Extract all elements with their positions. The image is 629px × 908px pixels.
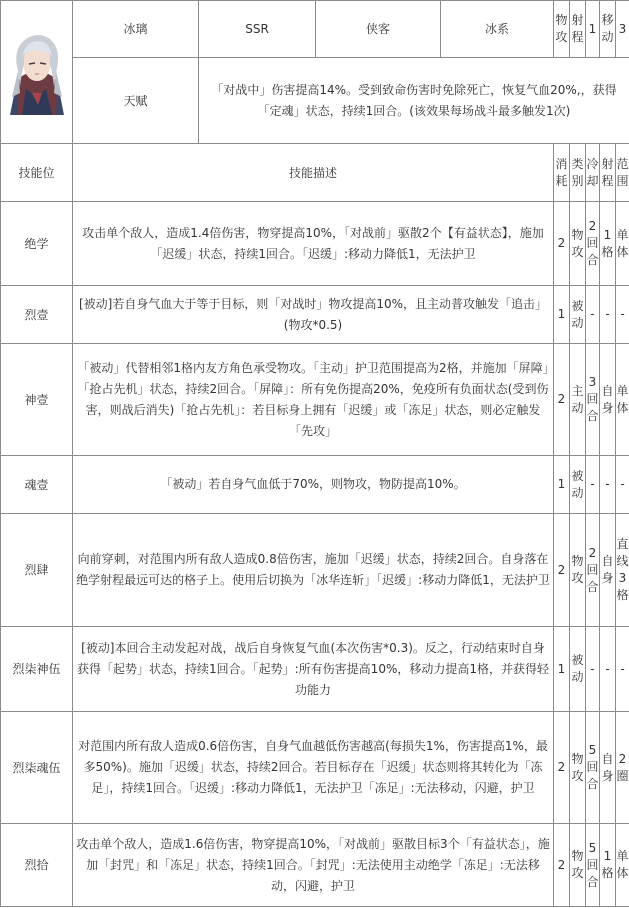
skill-cooldown: 3回合	[586, 344, 600, 456]
header-slot: 技能位	[1, 144, 73, 202]
skill-area: -	[616, 286, 629, 344]
skill-cost: 1	[554, 286, 570, 344]
skill-slot: 烈柒魂伍	[1, 712, 73, 824]
skill-row	[1, 712, 629, 824]
header-range: 射程	[600, 144, 616, 202]
skill-row	[1, 286, 629, 344]
skill-type: 被动	[570, 627, 586, 712]
skill-type: 主动	[570, 344, 586, 456]
skill-cost: 2	[554, 824, 570, 907]
hero-range-value: 1	[586, 1, 600, 58]
hero-name: 冰璃	[73, 1, 199, 58]
skill-slot: 神壹	[1, 344, 73, 456]
header-cooldown: 冷却	[586, 144, 600, 202]
skill-cost: 2	[554, 712, 570, 824]
hero-portrait	[2, 27, 72, 117]
skill-desc: 向前穿刺，对范围内所有敌人造成0.8倍伤害，施加「迟缓」状态，持续2回合。自身落在绝学射程最远可达的格子上。使用后切换为「冰华连斩」「迟缓」:移动力降低1，无法护卫	[73, 514, 554, 627]
skill-type: 被动	[570, 456, 586, 514]
skill-area: 单体	[616, 202, 629, 286]
skill-range: -	[600, 456, 616, 514]
skill-area: -	[616, 627, 629, 712]
skill-desc: 「被动」若自身气血低于70%，则物攻，物防提高10%。	[73, 456, 554, 514]
skill-range: 1格	[600, 202, 616, 286]
skill-area: 2圈	[616, 712, 629, 824]
skill-cooldown: -	[586, 456, 600, 514]
skill-slot: 魂壹	[1, 456, 73, 514]
skill-range: -	[600, 286, 616, 344]
skill-row	[1, 824, 629, 907]
hero-class: 侠客	[316, 1, 441, 58]
skill-cost: 2	[554, 514, 570, 627]
skill-cost: 2	[554, 344, 570, 456]
header-cost: 消耗	[554, 144, 570, 202]
hero-move-label: 移动	[600, 1, 616, 58]
skill-area: -	[616, 456, 629, 514]
hero-talent-row	[1, 58, 629, 144]
skill-slot: 烈壹	[1, 286, 73, 344]
skill-cooldown: 2回合	[586, 202, 600, 286]
skill-type: 物攻	[570, 514, 586, 627]
skill-row	[1, 344, 629, 456]
skill-type: 物攻	[570, 824, 586, 907]
header-desc: 技能描述	[73, 144, 554, 202]
skill-area: 直线3格	[616, 514, 629, 627]
skill-cost: 1	[554, 627, 570, 712]
hero-rarity: SSR	[199, 1, 316, 58]
hero-range-label: 射程	[570, 1, 586, 58]
skill-desc: 攻击单个敌人，造成1.4倍伤害，物穿提高10%，「对战前」驱散2个【有益状态】，施加「迟缓」状态，持续1回合。「迟缓」:移动力降低1，无法护卫	[73, 202, 554, 286]
skill-type: 被动	[570, 286, 586, 344]
skill-desc: 对范围内所有敌人造成0.6倍伤害，自身气血越低伤害越高(每损失1%，伤害提高1%，最多50%)。施加「迟缓」状态，持续2回合。若目标存在「迟缓」状态则将其转化为「冻足」，持续1回合。「迟缓」:移动力降低1，无法护卫「冻足」:无法移动，闪避，护卫	[73, 712, 554, 824]
hero-portrait-image	[2, 27, 72, 117]
skill-header-row	[1, 144, 629, 202]
skill-range: 自身	[600, 344, 616, 456]
skill-cooldown: 5回合	[586, 824, 600, 907]
hero-element: 冰系	[441, 1, 554, 58]
skill-slot: 绝学	[1, 202, 73, 286]
skill-row	[1, 627, 629, 712]
skill-row	[1, 456, 629, 514]
skill-cost: 2	[554, 202, 570, 286]
skill-type: 物攻	[570, 712, 586, 824]
skill-range: -	[600, 627, 616, 712]
talent-text: 「对战中」伤害提高14%。受到致命伤害时免除死亡，恢复气血20%,，获得「定魂」状态，持续1回合。(该效果每场战斗最多触发1次)	[199, 58, 629, 144]
skill-area: 单体	[616, 344, 629, 456]
skill-slot: 烈肆	[1, 514, 73, 627]
skill-range: 自身	[600, 712, 616, 824]
skill-cooldown: -	[586, 286, 600, 344]
header-type: 类别	[570, 144, 586, 202]
hero-move-value: 3	[616, 1, 629, 58]
skill-type: 物攻	[570, 202, 586, 286]
skill-area: 单体	[616, 824, 629, 907]
skill-desc: 攻击单个敌人，造成1.6倍伤害，物穿提高10%，「对战前」驱散目标3个「有益状态」，施加「封咒」和「冻足」状态，持续1回合。「封咒」:无法使用主动绝学「冻足」:无法移动，闪避，护卫	[73, 824, 554, 907]
skill-desc: [被动]本回合主动发起对战，战后自身恢复气血(本次伤害*0.3)。反之，行动结束时自身获得「起势」状态，持续1回合。「起势」:所有伤害提高10%，移动力提高1格，并获得轻功能力	[73, 627, 554, 712]
skill-cooldown: 2回合	[586, 514, 600, 627]
skill-cost: 1	[554, 456, 570, 514]
talent-label: 天赋	[73, 58, 199, 144]
skill-range: 自身	[600, 514, 616, 627]
skill-desc: 「被动」代替相邻1格内友方角色承受物攻。「主动」护卫范围提高为2格，并施加「屏障」「抢占先机」状态，持续2回合。「屏障」：所有免伤提高20%，免疫所有负面状态(受到伤害，则战后消失)「抢占先机」：若目标身上拥有「迟缓」或「冻足」状态，则必定触发「先攻」	[73, 344, 554, 456]
header-area: 范围	[616, 144, 629, 202]
skill-desc: [被动]若自身气血大于等于目标，则「对战时」物攻提高10%，且主动普攻触发「追击」(物攻*0.5)	[73, 286, 554, 344]
skill-range: 1格	[600, 824, 616, 907]
hero-attack-type: 物攻	[554, 1, 570, 58]
skill-slot: 烈拾	[1, 824, 73, 907]
skill-row	[1, 514, 629, 627]
hero-info-row	[1, 1, 629, 58]
skill-cooldown: 5回合	[586, 712, 600, 824]
skill-slot: 烈柒神伍	[1, 627, 73, 712]
skill-cooldown: -	[586, 627, 600, 712]
hero-portrait-cell	[1, 1, 73, 144]
skill-row	[1, 202, 629, 286]
